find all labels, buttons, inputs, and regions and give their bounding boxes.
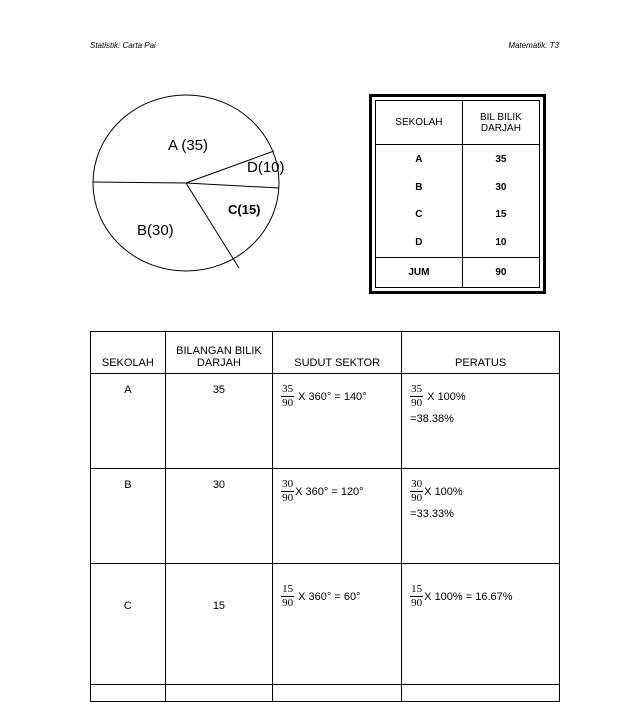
sudut-expression: X 360° = 140°: [298, 390, 367, 403]
calc-sekolah: A: [91, 374, 166, 469]
fraction: [281, 384, 294, 409]
calc-sekolah: B: [91, 469, 166, 564]
summary-header-sekolah: SEKOLAH: [376, 101, 463, 145]
sudut-expression: X 360° = 60°: [298, 590, 361, 603]
summary-cell: C: [415, 209, 423, 221]
calc-peratus: [402, 564, 560, 685]
peratus-expression: X 100%: [424, 485, 463, 498]
fraction: [281, 584, 294, 609]
calc-bil: 15: [165, 564, 272, 685]
calc-header-bil: [165, 332, 272, 374]
fraction: [281, 479, 294, 504]
calc-header-sudut: [273, 332, 402, 374]
summary-cell: A: [415, 153, 423, 165]
table-row: [91, 685, 560, 702]
calc-empty-cell: [273, 685, 402, 702]
summary-cell: 15: [462, 201, 539, 229]
calc-header-peratus: [402, 332, 560, 374]
summary-cell: 10: [462, 229, 539, 258]
fraction-denominator: 90: [411, 597, 423, 609]
fraction-denominator: 90: [282, 397, 294, 409]
calc-bil: 35: [165, 374, 272, 469]
summary-cell: B: [415, 181, 423, 193]
fraction-numerator: 30: [282, 478, 294, 490]
pie-label-b: B(30): [137, 222, 174, 239]
fraction-numerator: 35: [411, 383, 423, 395]
pie-label-a: A (35): [168, 137, 209, 154]
header-left: Statistik: Carta Pai: [90, 41, 156, 50]
calc-peratus: [402, 374, 560, 469]
fraction: [410, 584, 423, 609]
pie-label-c: C(15): [228, 202, 261, 217]
summary-cell: 30: [462, 173, 539, 201]
calc-empty-cell: [91, 685, 166, 702]
summary-header-bil: [462, 101, 539, 145]
calc-header-sekolah-text: SEKOLAH: [101, 357, 154, 369]
peratus-expression: X 100% = 16.67%: [424, 590, 513, 603]
peratus-result: =38.38%: [410, 413, 454, 425]
header-right: Matematik: T3: [508, 41, 559, 50]
pie-chart: [90, 94, 290, 274]
calc-empty-cell: [165, 685, 272, 702]
pie-label-d: D(10): [247, 159, 285, 176]
calc-header-sudut-text: SUDUT SEKTOR: [294, 357, 381, 369]
summary-total-value: 90: [462, 258, 539, 288]
calc-bil: 30: [165, 469, 272, 564]
calc-header-bil-line2: DARJAH: [196, 357, 241, 369]
calc-header-peratus-text: PERATUS: [455, 357, 507, 369]
calc-header-sekolah: [91, 332, 166, 374]
summary-header-bil-line2: DARJAH: [480, 122, 521, 134]
calc-empty-cell: [402, 685, 560, 702]
calc-sudut: [273, 374, 402, 469]
calc-sekolah: C: [91, 564, 166, 685]
fraction: [410, 479, 423, 504]
fraction-numerator: 30: [411, 478, 423, 490]
calculation-table: [90, 331, 560, 702]
sudut-expression: X 360° = 120°: [295, 485, 364, 498]
fraction-denominator: 90: [411, 397, 423, 409]
fraction-denominator: 90: [282, 597, 294, 609]
calc-sudut: [273, 469, 402, 564]
table-row: [91, 564, 560, 685]
calc-sudut: [273, 564, 402, 685]
summary-total-label: JUM: [376, 258, 463, 288]
peratus-expression: X 100%: [427, 390, 466, 403]
table-row: [91, 469, 560, 564]
fraction-numerator: 15: [411, 583, 423, 595]
fraction: [410, 384, 423, 409]
fraction-numerator: 35: [282, 383, 294, 395]
fraction-denominator: 90: [411, 492, 423, 504]
calc-header-bil-line1: BILANGAN BILIK: [176, 345, 262, 357]
summary-table-frame: [369, 94, 546, 294]
summary-header-bil-line1: BIL BILIK: [479, 111, 522, 123]
fraction-denominator: 90: [282, 492, 294, 504]
peratus-result: =33.33%: [410, 508, 454, 520]
calc-peratus: [402, 469, 560, 564]
summary-cell: D: [415, 237, 423, 249]
table-row: [91, 374, 560, 469]
summary-table: [375, 100, 540, 288]
summary-cell: 35: [462, 145, 539, 174]
fraction-numerator: 15: [282, 583, 294, 595]
